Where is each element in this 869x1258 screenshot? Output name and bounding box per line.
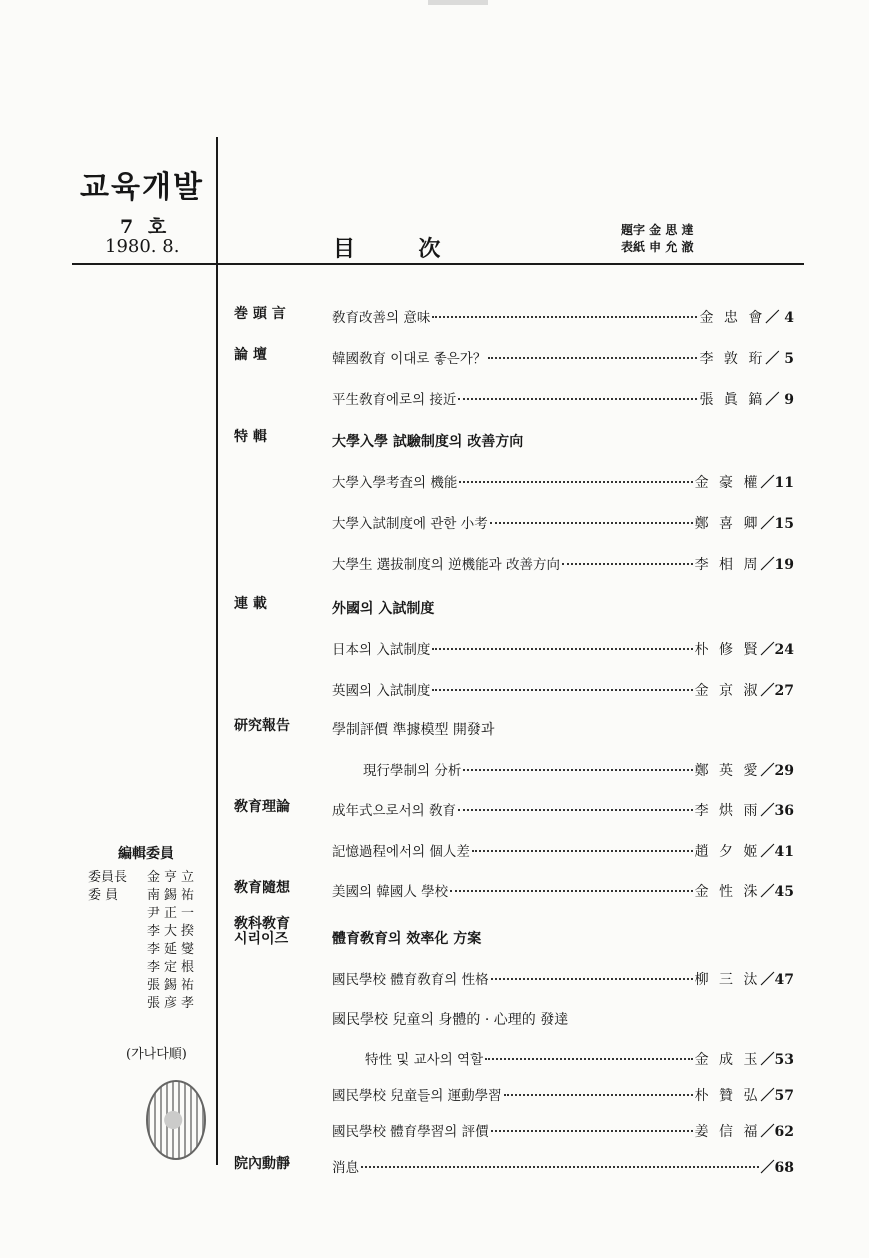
member-name: 李大揆: [146, 924, 198, 939]
toc-heading: [333, 232, 440, 263]
member-role: [88, 977, 136, 995]
member-role: [88, 995, 136, 1013]
entry-title: 大學入試制度에 관한 小考: [332, 516, 488, 532]
entry-page: ／68: [760, 1160, 794, 1176]
entry-author: 趙 夕 姬: [694, 844, 761, 860]
section-label-news: 院內動靜: [234, 1156, 290, 1172]
entry-page: ／ 5: [765, 351, 794, 367]
leader-dots: [491, 977, 693, 980]
feature-title-pe: 體育敎育의 效率化 方案: [332, 931, 482, 947]
toc-entry[interactable]: [332, 638, 794, 660]
committee-member: [88, 869, 198, 887]
committee-list: [88, 869, 198, 1013]
leader-dots: [432, 315, 697, 318]
section-label-theory: 敎育理論: [234, 799, 290, 815]
entry-author: 鄭 喜 卿: [694, 516, 761, 532]
leader-dots: [432, 688, 692, 691]
leader-dots: [459, 480, 692, 483]
feature-title-series: 外國의 入試制度: [332, 601, 435, 617]
toc-entry[interactable]: [332, 1156, 794, 1178]
toc-entry[interactable]: [332, 880, 794, 902]
entry-page: ／47: [760, 972, 794, 988]
committee-member: [88, 959, 198, 977]
toc-entry[interactable]: [332, 799, 794, 821]
leader-dots: [463, 768, 692, 771]
committee-note: (가나다順): [126, 1047, 187, 1062]
entry-author: 朴 贊 弘: [694, 1088, 761, 1104]
leader-dots: [562, 562, 693, 565]
entry-title: 韓國敎育 이대로 좋은가？: [332, 351, 487, 367]
leader-dots: [361, 1165, 759, 1168]
member-role: 委 員: [88, 888, 119, 903]
entry-author: 金 忠 會: [699, 310, 766, 326]
committee-member: [88, 905, 198, 923]
member-name: 李延燮: [146, 942, 198, 957]
toc-entry[interactable]: [332, 306, 794, 328]
credit-title-calligraphy: 題字 金 思 達: [621, 223, 694, 237]
toc-entry[interactable]: [332, 679, 794, 701]
entry-title: 國民學校 體育敎育의 性格: [332, 972, 489, 988]
leader-dots: [432, 647, 692, 650]
member-name: 張彦孝: [146, 996, 198, 1011]
entry-page: ／57: [760, 1088, 794, 1104]
committee-title: 編輯委員: [118, 846, 174, 862]
leader-dots: [504, 1093, 693, 1096]
member-role: [88, 923, 136, 941]
entry-author: 金 性 洙: [694, 884, 761, 900]
toc-entry[interactable]: [363, 759, 794, 781]
feature-title-special: 大學入學 試驗制度의 改善方向: [332, 434, 524, 450]
credit-cover: 表紙 申 允 澈: [621, 240, 694, 254]
leader-dots: [450, 889, 692, 892]
entry-author: 李 敦 珩: [699, 351, 766, 367]
entry-page: ／ 9: [765, 392, 794, 408]
entry-page: ／27: [760, 683, 794, 699]
toc-entry[interactable]: [332, 968, 794, 990]
member-name: 金亨立: [146, 870, 198, 885]
entry-page: ／11: [760, 475, 794, 491]
section-label-research: 研究報告: [234, 718, 290, 734]
entry-author: 張 眞 鎬: [699, 392, 766, 408]
section-label-special: 特 輯: [234, 429, 267, 445]
leader-dots: [458, 397, 697, 400]
entry-title: 現行學制의 分析: [363, 763, 462, 779]
committee-member: [88, 941, 198, 959]
entry-title: 日本의 入試制度: [332, 642, 431, 658]
toc-entry[interactable]: [332, 1084, 794, 1106]
entry-title: 敎育改善의 意味: [332, 310, 431, 326]
entry-author: 鄭 英 愛: [694, 763, 761, 779]
entry-page: ／19: [760, 557, 794, 573]
entry-page: ／36: [760, 803, 794, 819]
vertical-rule: [216, 137, 218, 1165]
horizontal-rule: [72, 263, 804, 265]
header-mark: [428, 0, 488, 5]
entry-page: ／53: [760, 1052, 794, 1068]
leader-dots: [472, 849, 693, 852]
entry-page: ／15: [760, 516, 794, 532]
toc-heading-char-1: 目: [333, 236, 356, 262]
leader-dots: [491, 1129, 693, 1132]
entry-author: 金 豪 權: [694, 475, 761, 491]
entry-author: 金 成 玉: [694, 1052, 761, 1068]
entry-page: ／62: [760, 1124, 794, 1140]
seal-stamp-icon: [146, 1080, 206, 1160]
section-label-foreword: 巻 頭 言: [234, 306, 286, 322]
entry-author: 朴 修 賢: [694, 642, 761, 658]
toc-entry[interactable]: [365, 1048, 794, 1070]
issue-date: 1980. 8.: [105, 236, 180, 257]
entry-title: 美國의 韓國人 學校: [332, 884, 449, 900]
feature-title-development: 國民學校 兒童의 身體的 · 心理的 發達: [332, 1012, 569, 1028]
toc-entry[interactable]: [332, 471, 794, 493]
issue-number: 7 호: [120, 216, 171, 238]
feature-title-research: 學制評價 準據模型 開發과: [332, 722, 495, 738]
entry-title: 大學入學考査의 機能: [332, 475, 458, 491]
entry-author: 柳 三 汰: [694, 972, 761, 988]
leader-dots: [490, 521, 693, 524]
member-role: [88, 959, 136, 977]
entry-page: ／29: [760, 763, 794, 779]
committee-member: [88, 923, 198, 941]
section-label-forum: 論 壇: [234, 347, 267, 363]
committee-member: [88, 977, 198, 995]
section-label-subject-series: 敎科敎育 시리이즈: [234, 916, 290, 947]
member-name: 張錫祐: [146, 978, 198, 993]
leader-dots: [485, 1057, 692, 1060]
entry-title: 成年式으로서의 敎育: [332, 803, 456, 819]
entry-author: 金 京 淑: [694, 683, 761, 699]
leader-dots: [488, 356, 697, 359]
section-label-series: 連 載: [234, 596, 267, 612]
journal-title: 교육개발: [80, 170, 204, 205]
entry-page: ／24: [760, 642, 794, 658]
entry-author: 李 相 周: [694, 557, 761, 573]
member-name: 南錫祐: [146, 888, 198, 903]
member-name: 李定根: [146, 960, 198, 975]
member-role: [88, 941, 136, 959]
entry-author: 姜 信 福: [694, 1124, 761, 1140]
toc-entry[interactable]: [332, 840, 794, 862]
entry-author: 李 烘 雨: [694, 803, 761, 819]
committee-member: [88, 995, 198, 1013]
entry-page: ／41: [760, 844, 794, 860]
toc-heading-char-2: 次: [418, 236, 441, 262]
toc-entry[interactable]: [332, 347, 794, 369]
entry-page: ／ 4: [765, 310, 794, 326]
entry-title: 記憶過程에서의 個人差: [332, 844, 470, 860]
toc-entry[interactable]: [332, 553, 794, 575]
toc-entry[interactable]: [332, 512, 794, 534]
member-name: 尹正一: [146, 906, 198, 921]
entry-page: ／45: [760, 884, 794, 900]
section-label-essay: 敎育隨想: [234, 880, 290, 896]
leader-dots: [458, 808, 693, 811]
member-role: [88, 905, 136, 923]
entry-title: 國民學校 體育學習의 評價: [332, 1124, 489, 1140]
entry-title: 英國의 入試制度: [332, 683, 431, 699]
member-role: 委員長: [88, 870, 128, 885]
entry-title: 國民學校 兒童들의 運動學習: [332, 1088, 502, 1104]
entry-title: 平生敎育에로의 接近: [332, 392, 457, 408]
entry-title: 消息: [332, 1160, 359, 1176]
entry-title: 特性 및 교사의 역할: [365, 1052, 484, 1068]
committee-member: [88, 887, 198, 905]
toc-entry[interactable]: [332, 1120, 794, 1142]
entry-title: 大學生 選拔制度의 逆機能과 改善方向: [332, 557, 560, 573]
toc-entry[interactable]: [332, 388, 794, 410]
credits: [621, 222, 694, 256]
